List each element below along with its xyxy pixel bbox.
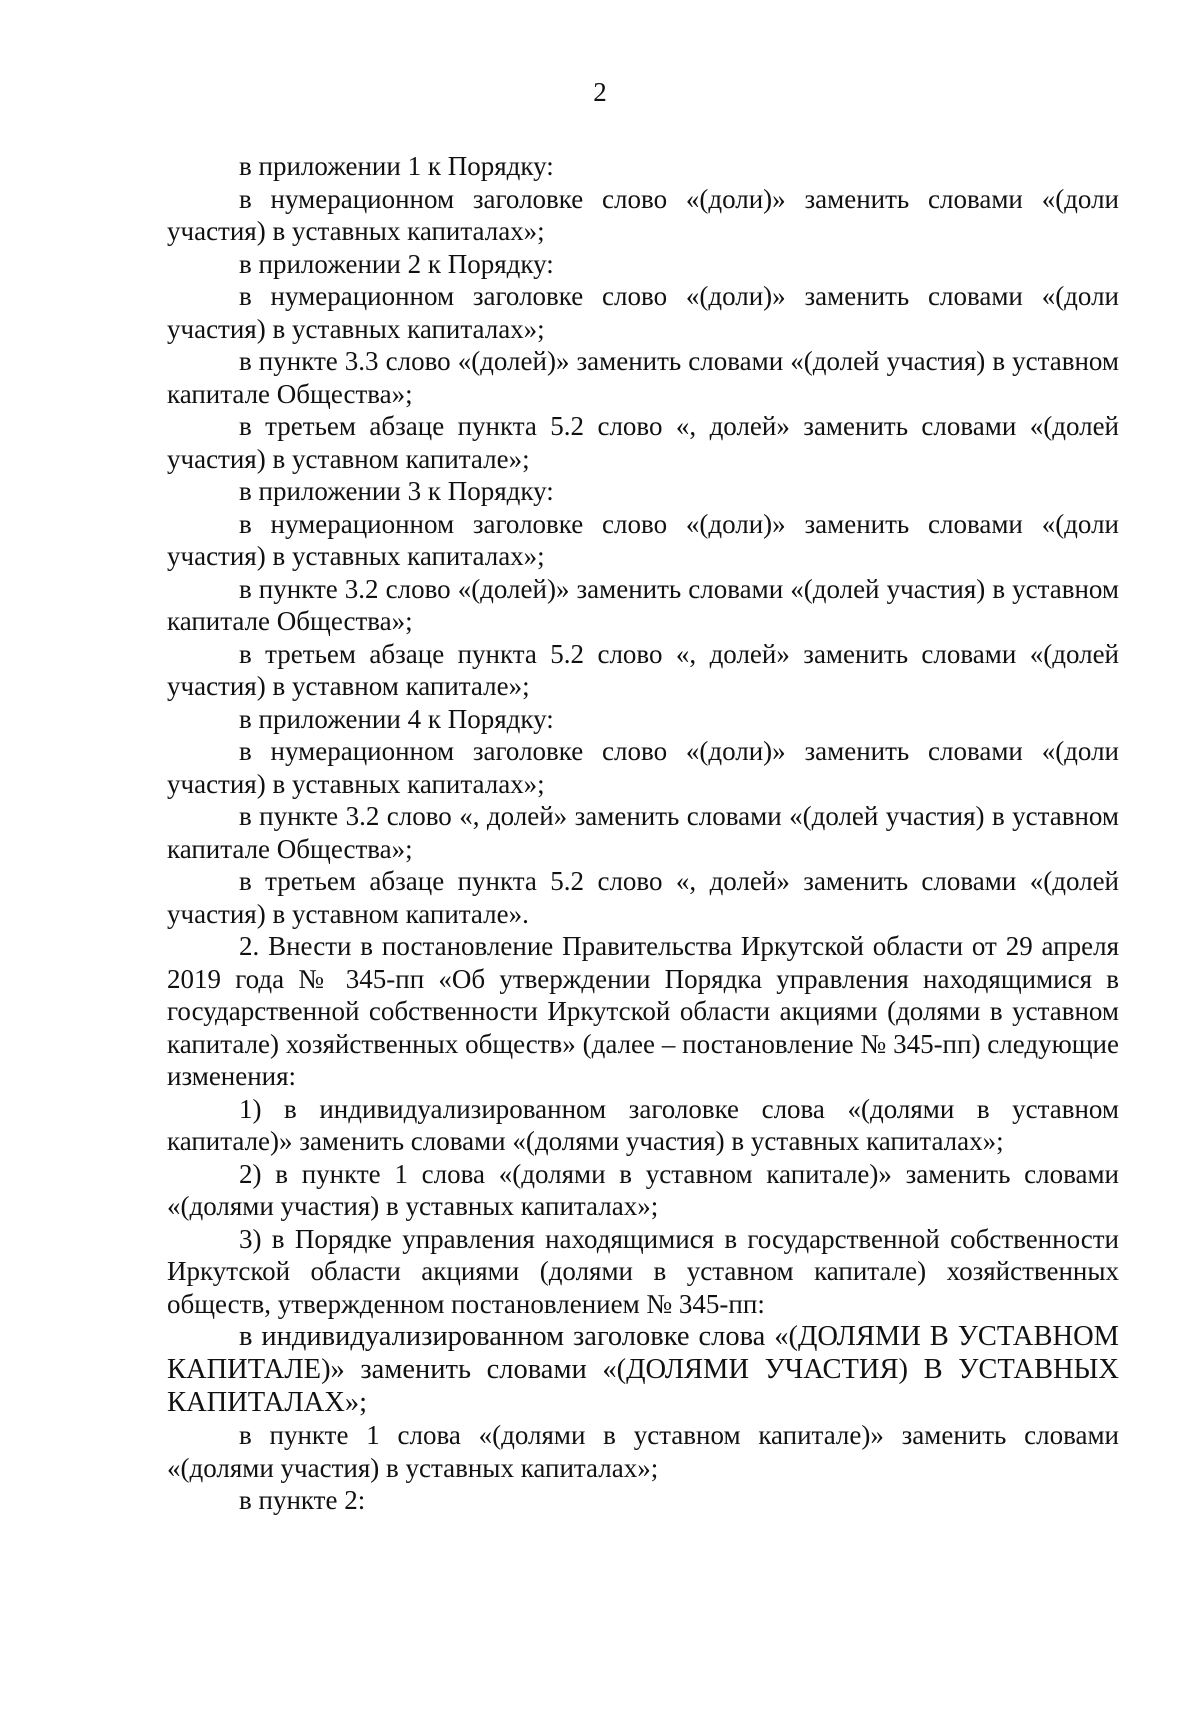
paragraph: в нумерационном заголовке слово «(доли)» заменить словами «(доли участия) в уставных капиталах»; [167, 183, 1119, 246]
paragraph: 2. Внести в постановление Правительства Иркутской области от 29 апреля 2019 года № 345-пп «Об утверждении Порядка управления находящимися в государственной собственности Иркутской области акциями (долями в уставном капитале) хозяйственных обществ» (далее – постановление № 345-пп) следующие изменения: [167, 931, 1119, 1091]
paragraph: в индивидуализированном заголовке слова «(ДОЛЯМИ В УСТАВНОМ КАПИТАЛЕ)» заменить словами «(ДОЛЯМИ УЧАСТИЯ) В УСТАВНЫХ КАПИТАЛАХ»; [167, 1321, 1119, 1418]
paragraph: в пункте 3.3 слово «(долей)» заменить словами «(долей участия) в уставном капитале Общества»; [167, 346, 1119, 409]
paragraph: 1) в индивидуализированном заголовке слова «(долями в уставном капитале)» заменить словами «(долями участия) в уставных капиталах»; [167, 1093, 1119, 1156]
document-body [167, 150, 1119, 1517]
paragraph: в приложении 3 к Порядку: [239, 476, 554, 506]
paragraph: в третьем абзаце пункта 5.2 слово «, долей» заменить словами «(долей участия) в уставном капитале»; [167, 638, 1119, 701]
paragraph: 2) в пункте 1 слова «(долями в уставном капитале)» заменить словами «(долями участия) в уставных капиталах»; [167, 1158, 1119, 1221]
paragraph: в пункте 3.2 слово «(долей)» заменить словами «(долей участия) в уставном капитале Общества»; [167, 573, 1119, 636]
paragraph: в третьем абзаце пункта 5.2 слово «, долей» заменить словами «(долей участия) в уставном капитале». [167, 866, 1119, 929]
paragraph: в пункте 2: [239, 1485, 366, 1515]
paragraph: в приложении 2 к Порядку: [239, 248, 554, 279]
paragraph: в пункте 1 слова «(долями в уставном капитале)» заменить словами «(долями участия) в уставных капиталах»; [167, 1420, 1119, 1483]
paragraph: в приложении 4 к Порядку: [239, 703, 554, 734]
paragraph: в нумерационном заголовке слово «(доли)» заменить словами «(доли участия) в уставных капиталах»; [167, 281, 1119, 344]
paragraph: в третьем абзаце пункта 5.2 слово «, долей» заменить словами «(долей участия) в уставном капитале»; [167, 411, 1119, 474]
paragraph: в нумерационном заголовке слово «(доли)» заменить словами «(доли участия) в уставных капиталах»; [167, 736, 1119, 799]
page-number: 2 [593, 77, 607, 107]
paragraph: в пункте 3.2 слово «, долей» заменить словами «(долей участия) в уставном капитале Общества»; [167, 801, 1119, 864]
paragraph: 3) в Порядке управления находящимися в государственной собственности Иркутской области акциями (долями в уставном капитале) хозяйственных обществ, утвержденном постановлением № 345-пп: [167, 1223, 1119, 1319]
paragraph: в приложении 1 к Порядку: [239, 151, 554, 181]
paragraph: в нумерационном заголовке слово «(доли)» заменить словами «(доли участия) в уставных капиталах»; [167, 508, 1119, 571]
